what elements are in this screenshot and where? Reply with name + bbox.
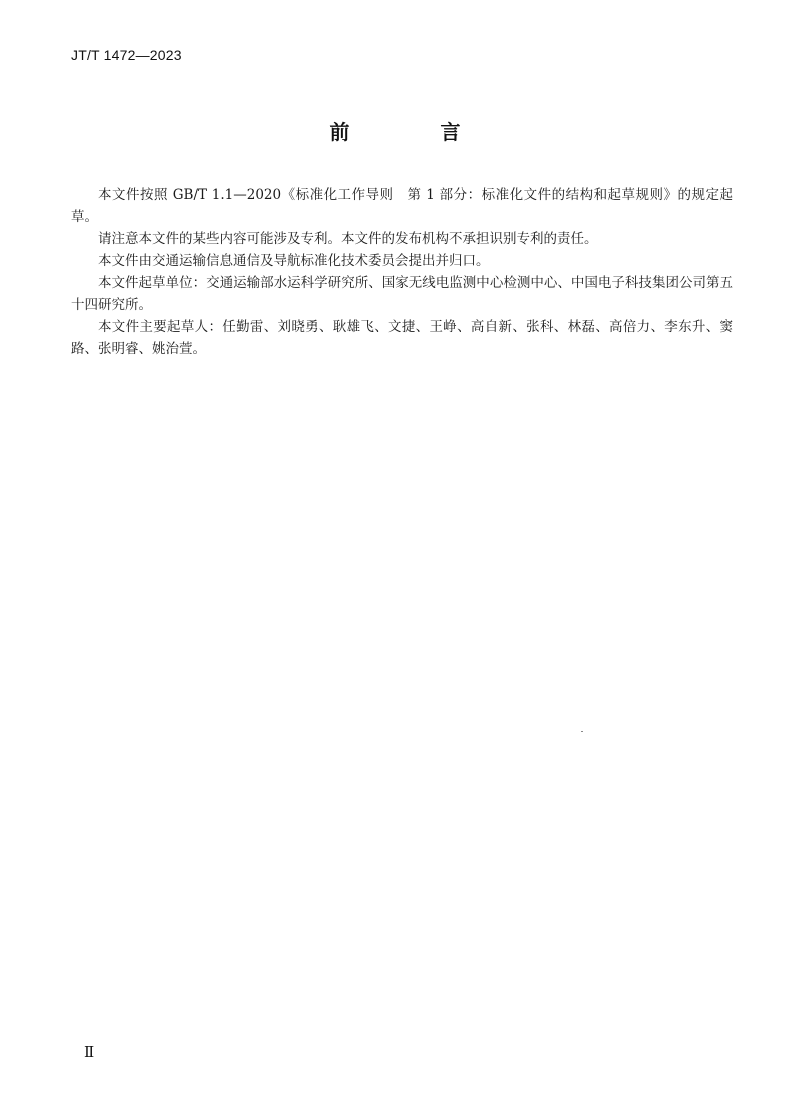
page-title: 前 言: [329, 120, 503, 144]
paragraph-patent-notice: 请注意本文件的某些内容可能涉及专利。本文件的发布机构不承担识别专利的责任。: [98, 231, 598, 247]
standard-code-header: JT/T 1472—2023: [71, 47, 182, 63]
foreword-body: [71, 184, 733, 360]
page-number: Ⅱ: [84, 1043, 95, 1061]
paragraph-proposer: 本文件由交通运输信息通信及导航标准化技术委员会提出并归口。: [98, 253, 490, 269]
paragraph-drafting-units: 本文件起草单位：交通运输部水运科学研究所、国家无线电监测中心检测中心、中国电子科技集团公司第五十四研究所。: [71, 275, 733, 313]
paragraph-drafters: 本文件主要起草人：任勤雷、刘晓勇、耿雄飞、文捷、王峥、高自新、张科、林磊、高倍力、李东升、窦路、张明睿、姚治萱。: [71, 319, 733, 357]
scan-speck: [581, 731, 583, 732]
paragraph-drafting-rules: 本文件按照 GB/T 1.1—2020《标准化工作导则 第 1 部分：标准化文件的结构和起草规则》的规定起草。: [71, 187, 733, 225]
